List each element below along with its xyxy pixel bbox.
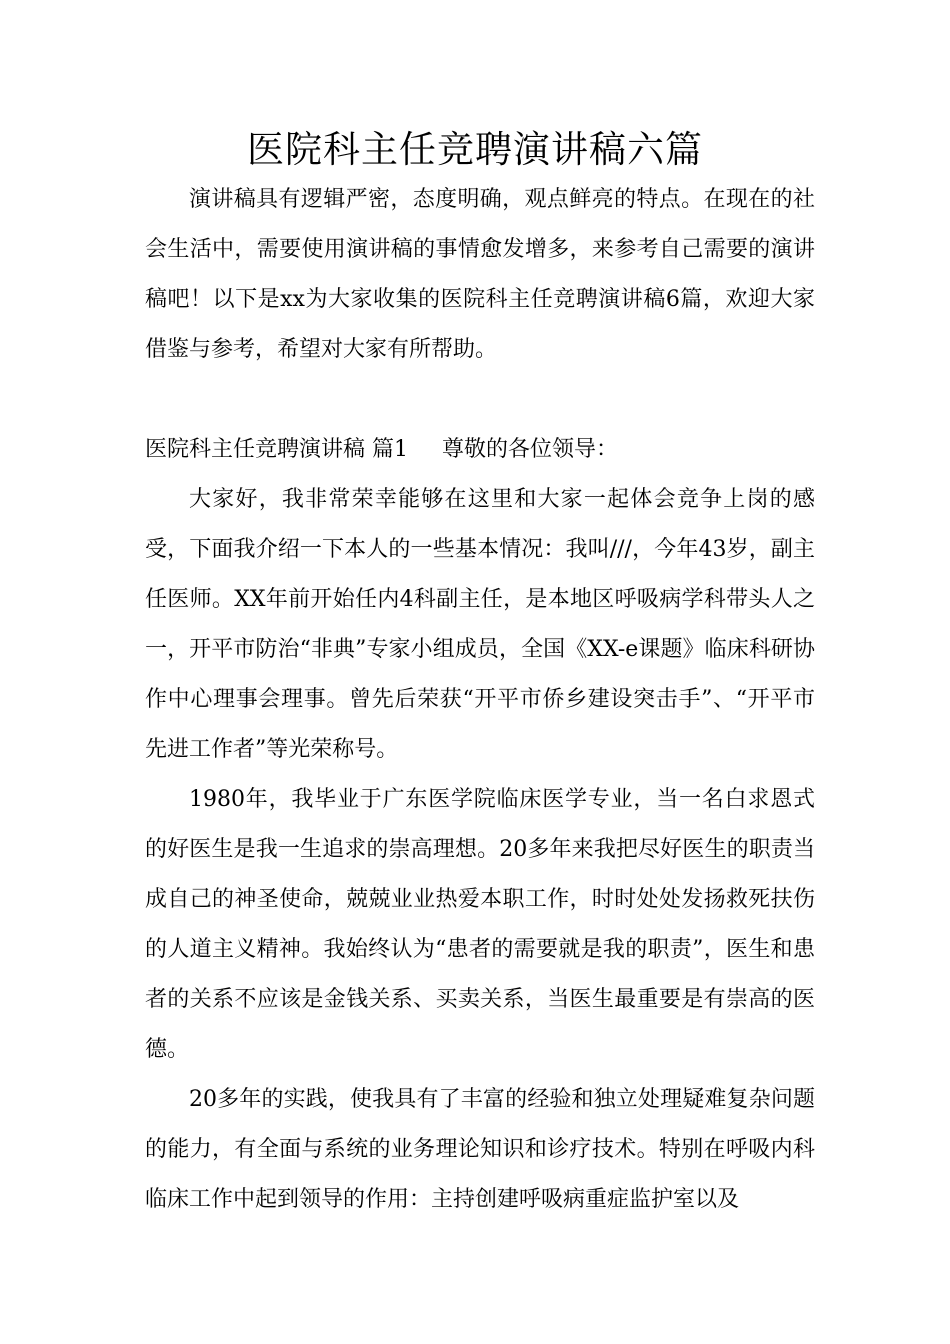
intro-paragraph: 演讲稿具有逻辑严密，态度明确，观点鲜亮的特点。在现在的社会生活中，需要使用演讲稿的事情愈发增多，来参考自己需要的演讲稿吧！以下是xx为大家收集的医院科主任竞聘演讲稿6篇，欢迎大家借鉴与参考，希望对大家有所帮助。 [145, 187, 815, 362]
body-paragraph: 大家好，我非常荣幸能够在这里和大家一起体会竞争上岗的感受，下面我介绍一下本人的一些基本情况：我叫///，今年43岁，副主任医师。XX年前开始任内4科副主任，是本地区呼吸病学科带头人之一，开平市防治“非典”专家小组成员，全国《XX-e课题》临床科研协作中心理事会理事。曾先后荣获“开平市侨乡建设突击手”、“开平市先进工作者”等光荣称号。 [145, 487, 815, 762]
section-heading-line [145, 425, 815, 475]
section-heading: 医院科主任竞聘演讲稿 篇1 [145, 437, 408, 462]
document-title: 医院科主任竞聘演讲稿六篇 [247, 128, 703, 171]
body-paragraph: 20多年的实践，使我具有了丰富的经验和独立处理疑难复杂问题的能力，有全面与系统的业务理论知识和诊疗技术。特别在呼吸内科临床工作中起到领导的作用：主持创建呼吸病重症监护室以及 [145, 1087, 815, 1212]
body-paragraph: 1980年，我毕业于广东医学院临床医学专业，当一名白求恩式的好医生是我一生追求的崇高理想。20多年来我把尽好医生的职责当成自己的神圣使命，兢兢业业热爱本职工作，时时处处发扬救死扶伤的人道主义精神。我始终认为“患者的需要就是我的职责”，医生和患者的关系不应该是金钱关系、买卖关系，当医生最重要是有崇高的医德。 [145, 787, 815, 1062]
salutation: 尊敬的各位领导： [442, 437, 619, 462]
